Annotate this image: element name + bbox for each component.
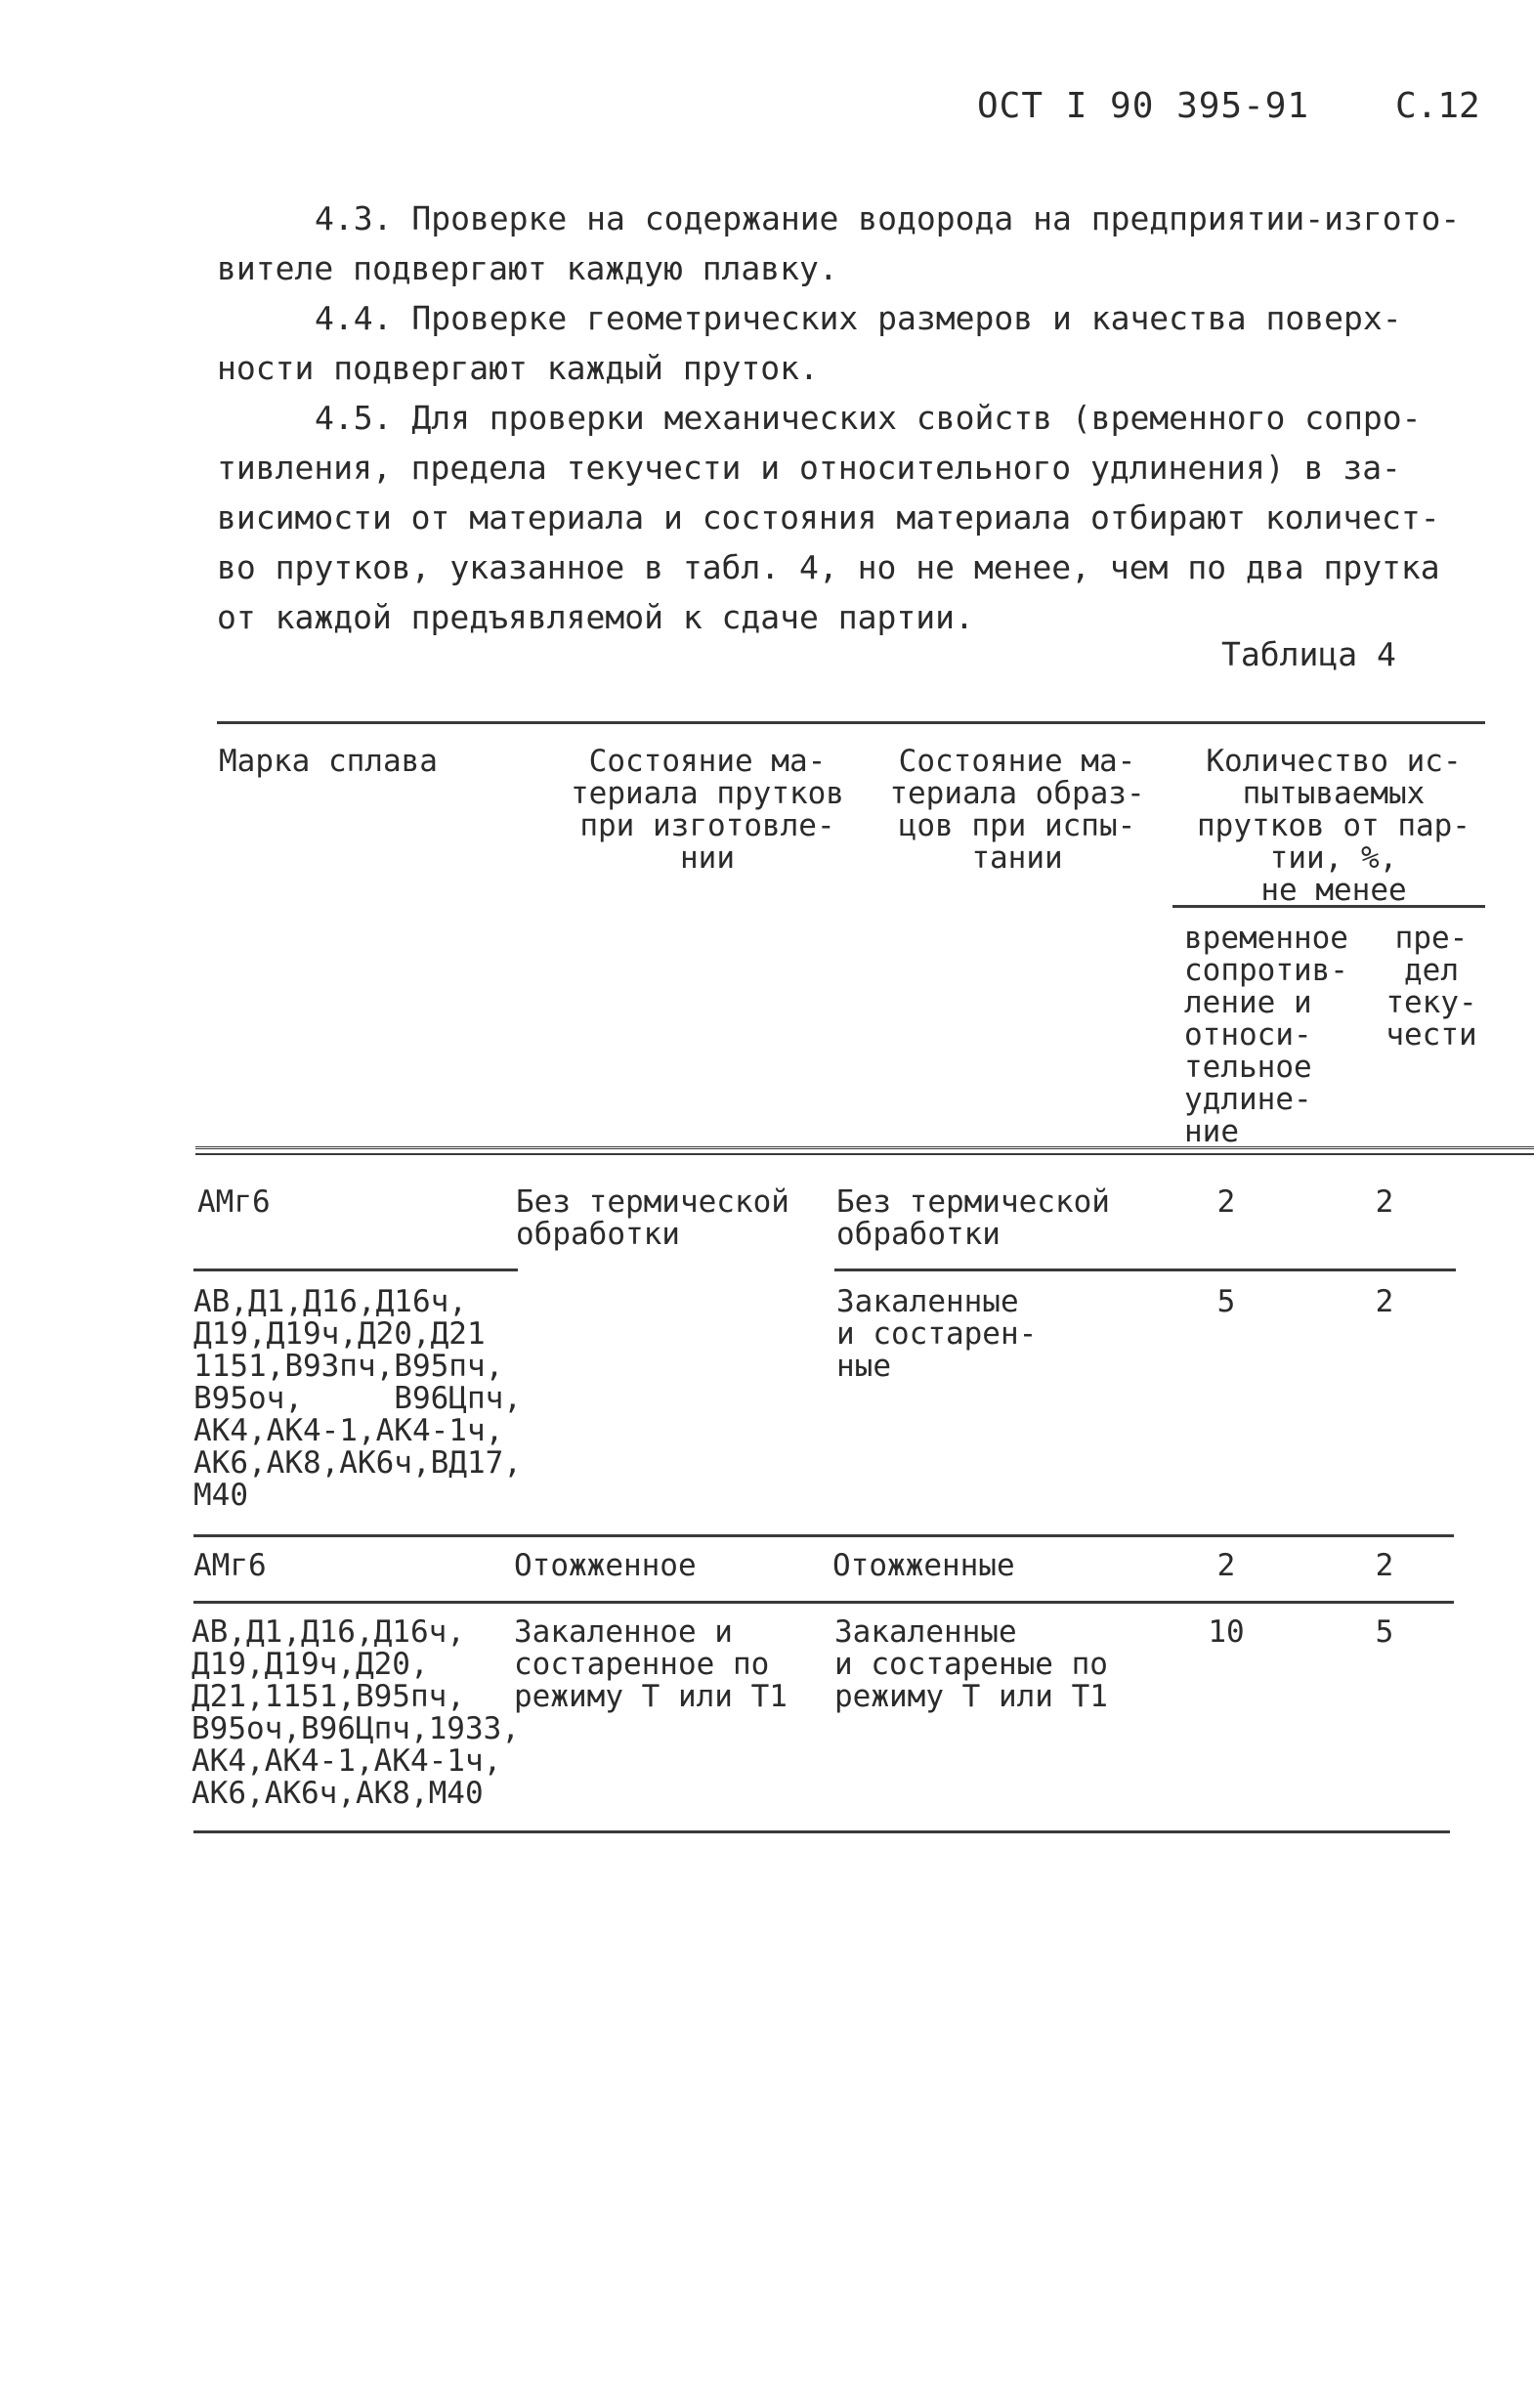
row1-state-manufacture: Без термической обработки: [516, 1184, 789, 1252]
header-yield: пре- дел теку- чести: [1385, 921, 1477, 1053]
row3-alloy: АМг6: [193, 1548, 267, 1583]
table-title: Таблица 4: [1221, 635, 1396, 673]
page-number: С.12: [1395, 86, 1480, 126]
paragraph-4-4-line-1: 4.4. Проверке геометрических размеров и качества поверх-: [315, 299, 1402, 337]
row4-state-test: Закаленные и состареные по режиму Т или Т1: [834, 1614, 1108, 1714]
row4-yield: 5: [1375, 1614, 1394, 1650]
document-code: ОСТ I 90 395-91: [977, 86, 1310, 126]
paragraph-4-5-line-1: 4.5. Для проверки механических свойств (временного сопро-: [315, 399, 1422, 437]
header-state-manufacture: Состояние ма- териала прутков при изготовле- нии: [571, 744, 844, 876]
row4-tensile: 10: [1208, 1614, 1245, 1650]
paragraph-4-5-line-2: тивления, предела текучести и относительного удлинения) в за-: [217, 449, 1401, 487]
header-alloy: Марка сплава: [219, 744, 438, 779]
row3-state-manufacture: Отожженное: [514, 1548, 697, 1583]
row2-state-test: Закаленные и состарен- ные: [836, 1284, 1038, 1384]
header-state-test: Состояние ма- териала образ- цов при испы- тании: [889, 744, 1145, 876]
paragraph-4-5-line-3: висимости от материала и состояния материала отбирают количест-: [217, 498, 1440, 537]
row2-yield: 2: [1375, 1284, 1394, 1319]
paragraph-4-3-line-1: 4.3. Проверке на содержание водорода на предприятии-изгото-: [315, 199, 1461, 237]
table-top-rule: [217, 721, 1485, 724]
row3-state-test: Отожженные: [832, 1548, 1015, 1583]
paragraph-4-5-line-4: во прутков, указанное в табл. 4, но не менее, чем по два прутка: [217, 548, 1440, 586]
row4-alloy: АВ,Д1,Д16,Д16ч, Д19,Д19ч,Д20, Д21,1151,В95пч, В95оч,В96Цпч,1933, АК4,АК4-1,АК4-1ч, АК6,АК6ч,АК8,М40: [192, 1614, 520, 1811]
row3-tensile: 2: [1216, 1548, 1236, 1583]
row1-tensile: 2: [1216, 1184, 1236, 1220]
paragraph-4-3-line-2: вителе подвергают каждую плавку.: [217, 249, 838, 287]
row2-bottom-rule: [193, 1534, 1454, 1537]
row1-state-rule: [834, 1268, 1456, 1271]
row1-yield: 2: [1375, 1184, 1394, 1220]
paragraph-4-4-line-2: ности подвергают каждый пруток.: [217, 349, 819, 387]
header-tensile: временное сопротив- ление и относи- тельное удлине- ние: [1184, 921, 1348, 1149]
paragraph-4-5-line-5: от каждой предъявляемой к сдаче партии.: [217, 598, 974, 636]
row1-alloy: АМг6: [197, 1184, 271, 1220]
header-quantity: Количество ис- пытываемых прутков от пар- тии, %, не менее: [1197, 744, 1470, 908]
row2-alloy: АВ,Д1,Д16,Д16ч, Д19,Д19ч,Д20,Д21 1151,В93пч,В95пч, В95оч, В96Цпч, АК4,АК4-1,АК4-1ч, АК6,АК8,АК6ч,ВД17, М40: [193, 1284, 522, 1513]
row3-yield: 2: [1375, 1548, 1394, 1583]
table-bottom-rule: [193, 1830, 1450, 1833]
row1-alloy-rule: [193, 1268, 518, 1271]
row2-tensile: 5: [1216, 1284, 1236, 1319]
row1-state-test: Без термической обработки: [836, 1184, 1110, 1252]
row4-state-manufacture: Закаленное и состаренное по режиму Т или Т1: [514, 1614, 788, 1714]
row3-bottom-rule: [193, 1601, 1454, 1604]
